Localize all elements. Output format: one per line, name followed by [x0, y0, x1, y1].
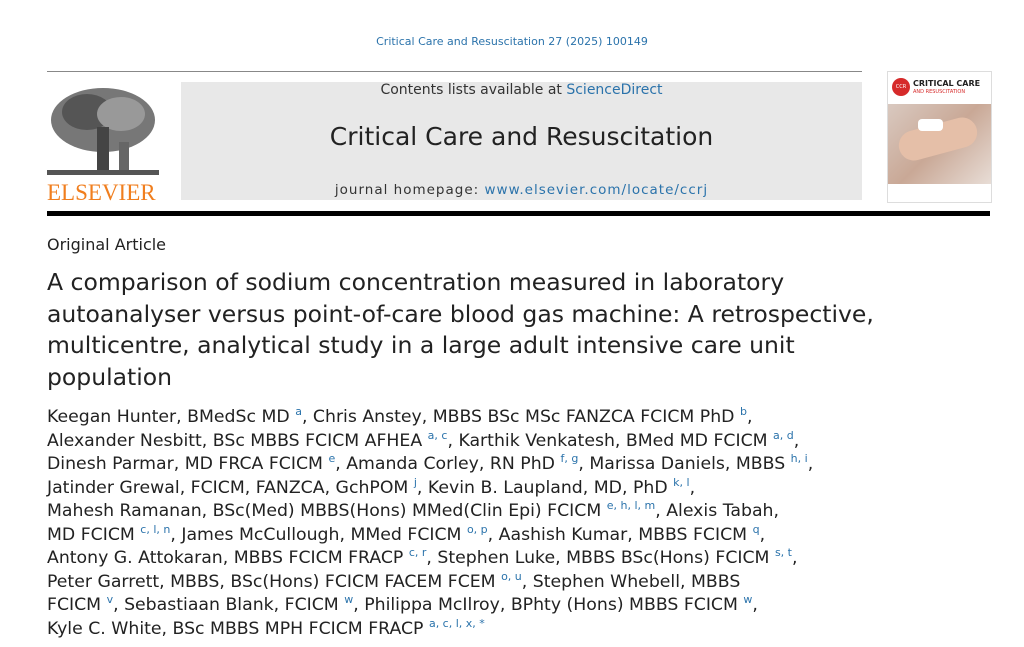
author-name: , James McCullough, MMed FCICM [170, 524, 467, 545]
contents-prefix: Contents lists available at [380, 82, 567, 98]
author-line [47, 618, 947, 642]
author-name: , [807, 454, 814, 474]
author-name: , [792, 548, 798, 568]
author-name: , Stephen Whebell, MBBS [521, 571, 741, 592]
affiliation-link[interactable]: a [295, 405, 302, 418]
author-name: , Sebastiaan Blank, FCICM [113, 595, 345, 615]
affiliation-link[interactable]: s, t [774, 546, 792, 559]
affiliation-link[interactable]: w [743, 593, 753, 606]
journal-citation[interactable]: Critical Care and Resuscitation 27 (2025) 100149 [376, 35, 648, 48]
author-name: , [689, 477, 696, 498]
author-name: , Karthik Venkatesh, BMed MD FCICM [447, 430, 774, 451]
divider [47, 71, 862, 72]
author-name: , [759, 524, 766, 545]
affiliation-link[interactable]: a, d [773, 428, 794, 442]
affiliation-link[interactable]: q [752, 522, 760, 536]
author-name: FCICM [47, 595, 107, 615]
affiliation-link[interactable]: h, i [790, 452, 808, 465]
affiliation-link[interactable]: b [739, 405, 747, 418]
journal-title: Critical Care and Resuscitation [329, 122, 714, 151]
elsevier-wordmark: ELSEVIER [47, 180, 156, 205]
header-rule [47, 211, 990, 216]
affiliation-link[interactable]: o, u [501, 569, 522, 583]
author-name: Keegan Hunter, BMedSc MD [47, 407, 296, 427]
homepage-line [181, 182, 862, 198]
author-name: , Marissa Daniels, MBBS [578, 454, 791, 474]
cover-photo [888, 104, 991, 184]
affiliation-link[interactable]: w [344, 593, 354, 606]
author-name: , [752, 595, 758, 615]
author-name: Kyle C. White, BSc MBBS MPH FCICM FRACP [47, 618, 429, 639]
journal-banner [181, 82, 862, 200]
author-line [47, 524, 947, 548]
affiliation-link[interactable]: f, g [560, 452, 579, 465]
author-name: Dinesh Parmar, MD FRCA FCICM [47, 454, 329, 474]
affiliation-link[interactable]: e [328, 452, 336, 465]
contents-line [181, 82, 862, 98]
affiliation-link[interactable]: c, l, n [140, 522, 171, 536]
author-line [47, 430, 947, 454]
author-line [47, 477, 947, 501]
affiliation-link[interactable]: a, c [427, 428, 448, 442]
author-line [47, 453, 947, 477]
author-name: Mahesh Ramanan, BSc(Med) MBBS(Hons) MMed(Clin Epi) FCICM [47, 501, 607, 521]
author-name: Jatinder Grewal, FCICM, FANZCA, GchPOM [47, 477, 414, 498]
author-line [47, 594, 947, 618]
author-line [47, 547, 947, 571]
affiliation-link[interactable]: e, h, l, m [606, 499, 656, 512]
author-name: Peter Garrett, MBBS, BSc(Hons) FCICM FACEM FCEM [47, 571, 502, 592]
author-line [47, 500, 947, 524]
author-name: , [793, 430, 800, 451]
author-name: , Alexis Tabah, [655, 501, 779, 521]
affiliation-link[interactable]: c, r [408, 546, 427, 559]
author-name: , [746, 407, 753, 427]
affiliation-link[interactable]: v [106, 593, 114, 606]
sciencedirect-link[interactable]: ScienceDirect [566, 82, 663, 98]
author-name: MD FCICM [47, 524, 141, 545]
affiliation-link[interactable]: j [413, 475, 417, 489]
author-line [47, 571, 947, 595]
affiliation-link[interactable]: a, c, l, x, * [428, 616, 485, 630]
cover-badge: CCR [892, 78, 910, 96]
homepage-link[interactable]: www.elsevier.com/locate/ccrj [484, 182, 709, 198]
author-line [47, 406, 947, 430]
author-name: , Chris Anstey, MBBS BSc MSc FANZCA FCICM PhD [301, 407, 740, 427]
author-name: Alexander Nesbitt, BSc MBBS FCICM AFHEA [47, 430, 428, 451]
homepage-prefix: journal homepage: [334, 182, 485, 198]
affiliation-link[interactable]: o, p [466, 522, 488, 536]
journal-cover-image[interactable] [887, 71, 992, 203]
cover-title: CRITICAL CARE [913, 79, 981, 88]
article-title: A comparison of sodium concentration measured in laboratory autoanalyser versus point-of-care blood gas machine: A retrospective, multicentre, analytical study in a large adult intensive care unit population [47, 268, 874, 391]
cover-subtitle: AND RESUSCITATION [913, 89, 966, 95]
author-name: , Stephen Luke, MBBS BSc(Hons) FCICM [426, 548, 775, 568]
author-name: , Aashish Kumar, MBBS FCICM [487, 524, 753, 545]
author-list [47, 406, 947, 641]
author-name: , Philippa McIlroy, BPhty (Hons) MBBS FCICM [353, 595, 744, 615]
author-name: , Amanda Corley, RN PhD [335, 454, 561, 474]
author-name: Antony G. Attokaran, MBBS FCICM FRACP [47, 548, 409, 568]
article-type: Original Article [47, 235, 167, 254]
author-name: , Kevin B. Laupland, MD, PhD [416, 477, 674, 498]
affiliation-link[interactable]: k, l [673, 475, 690, 489]
